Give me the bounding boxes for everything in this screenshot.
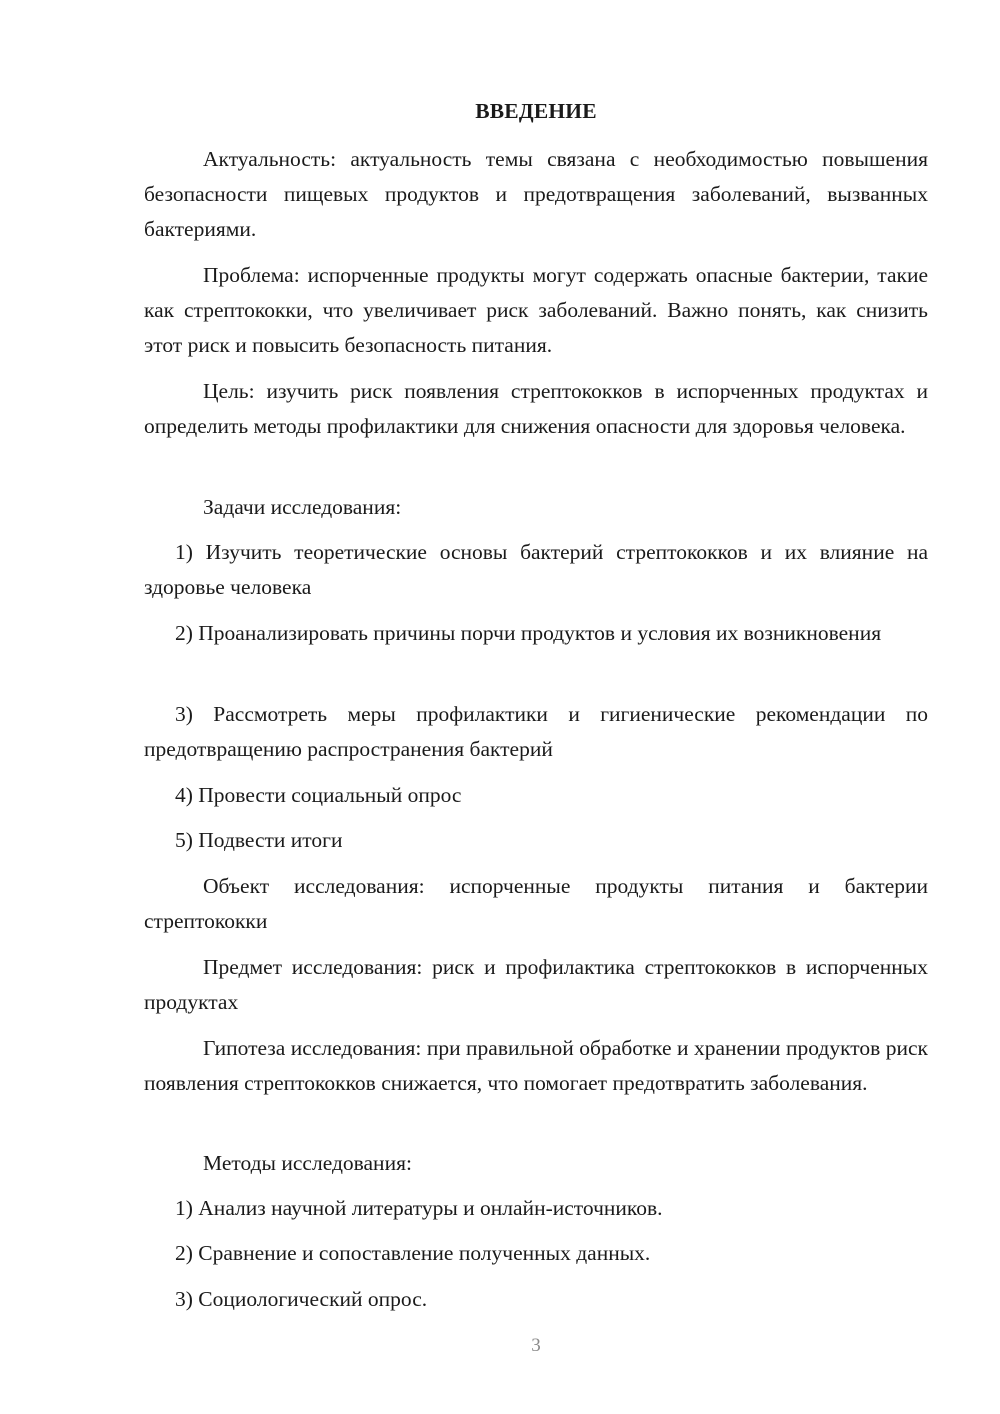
section-heading: ВВЕДЕНИЕ <box>475 99 597 123</box>
goal-paragraph: Цель: изучить риск появления стрептококков в испорченных продуктах и определить методы профилактики для снижения опасности для здоровья человека. <box>144 379 928 438</box>
hypothesis-paragraph: Гипотеза исследования: при правильной обработке и хранении продуктов риск появления стрептококков снижается, что помогает предотвратить заболевания. <box>144 1036 928 1095</box>
document-page <box>144 0 928 1414</box>
problem-paragraph: Проблема: испорченные продукты могут содержать опасные бактерии, такие как стрептококки, что увеличивает риск заболеваний. Важно понять, как снизить этот риск и повысить безопасность питания. <box>144 263 928 357</box>
object-paragraph: Объект исследования: испорченные продукты питания и бактерии стрептококки <box>144 874 928 933</box>
method-item-3: 3) Социологический опрос. <box>175 1287 428 1311</box>
subject-paragraph: Предмет исследования: риск и профилактика стрептококков в испорченных продуктах <box>144 955 928 1014</box>
relevance-paragraph: Актуальность: актуальность темы связана с необходимостью повышения безопасности пищевых продуктов и предотвращения заболеваний, вызванных бактериями. <box>144 147 928 241</box>
method-item-1: 1) Анализ научной литературы и онлайн-источников. <box>175 1196 663 1220</box>
methods-title: Методы исследования: <box>203 1151 412 1175</box>
task-item-1: 1) Изучить теоретические основы бактерий стрептококков и их влияние на здоровье человека <box>144 540 928 599</box>
task-item-4: 4) Провести социальный опрос <box>175 783 462 807</box>
task-item-2: 2) Проанализировать причины порчи продуктов и условия их возникновения <box>175 621 882 645</box>
method-item-2: 2) Сравнение и сопоставление полученных данных. <box>175 1241 651 1265</box>
task-item-5: 5) Подвести итоги <box>175 828 343 852</box>
task-item-3: 3) Рассмотреть меры профилактики и гигиенические рекомендации по предотвращению распространения бактерий <box>144 702 928 761</box>
tasks-title: Задачи исследования: <box>203 495 402 519</box>
page-number: 3 <box>531 1335 541 1356</box>
